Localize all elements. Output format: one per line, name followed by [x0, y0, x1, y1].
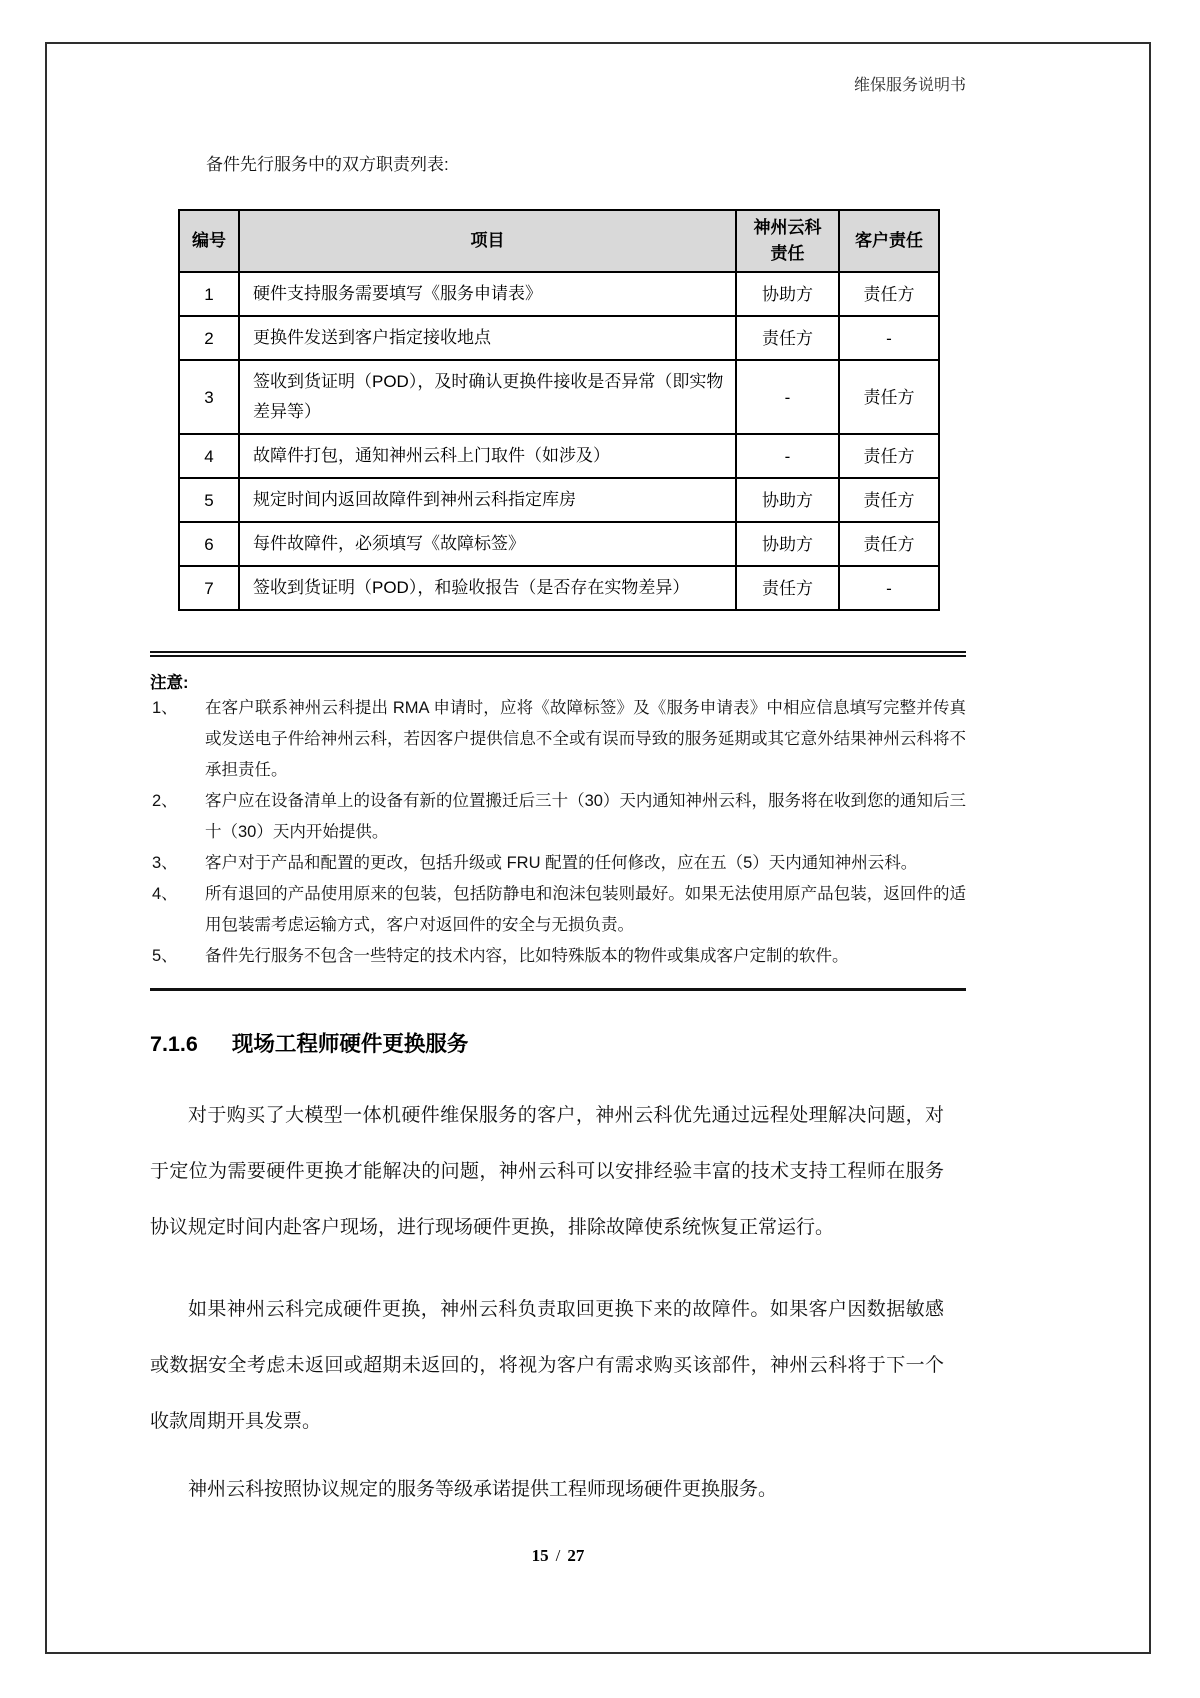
- row-no: 7: [179, 566, 239, 610]
- page-header: [150, 72, 966, 95]
- row-customer: 责任方: [839, 478, 939, 522]
- row-customer: 责任方: [839, 434, 939, 478]
- list-marker: 1、: [152, 699, 178, 717]
- list-item: [150, 786, 966, 848]
- row-vendor: 协助方: [736, 522, 839, 566]
- page-content: [150, 44, 966, 1566]
- row-item: 硬件支持服务需要填写《服务申请表》: [239, 272, 736, 316]
- notes-divider-top: [150, 651, 966, 657]
- row-no: 6: [179, 522, 239, 566]
- note-text: 客户对于产品和配置的更改，包括升级或 FRU 配置的任何修改，应在五（5）天内通知神州云科。: [205, 854, 918, 872]
- col-header-vendor: 神州云科 责任: [736, 210, 839, 272]
- note-text: 备件先行服务不包含一些特定的技术内容，比如特殊版本的物件或集成客户定制的软件。: [205, 947, 849, 965]
- row-no: 2: [179, 316, 239, 360]
- table-row: [179, 566, 939, 610]
- row-vendor: -: [736, 360, 839, 434]
- page-number-total: 27: [567, 1546, 585, 1565]
- section-title: 现场工程师硬件更换服务: [231, 1032, 469, 1056]
- page-number-separator: /: [555, 1546, 561, 1565]
- row-item: 签收到货证明（POD），和验收报告（是否存在实物差异）: [239, 566, 736, 610]
- table-row: [179, 478, 939, 522]
- page-footer: [150, 1546, 966, 1566]
- note-text: 客户应在设备清单上的设备有新的位置搬迁后三十（30）天内通知神州云科，服务将在收到您的通知后三十（30）天内开始提供。: [205, 792, 966, 841]
- list-item: [150, 941, 966, 972]
- responsibility-table: [178, 209, 940, 611]
- row-vendor: 协助方: [736, 272, 839, 316]
- list-item: [150, 848, 966, 879]
- row-item: 故障件打包，通知神州云科上门取件（如涉及）: [239, 434, 736, 478]
- row-no: 5: [179, 478, 239, 522]
- table-row: [179, 316, 939, 360]
- col-header-item: 项目: [239, 210, 736, 272]
- table-header-row: [179, 210, 939, 272]
- header-title: 维保服务说明书: [853, 77, 966, 94]
- body-paragraph: 神州云科按照协议规定的服务等级承诺提供工程师现场硬件更换服务。: [188, 1479, 778, 1500]
- section-heading: [150, 1027, 966, 1058]
- note-text: 在客户联系神州云科提出 RMA 申请时，应将《故障标签》及《服务申请表》中相应信息填写完整并传真或发送电子件给神州云科，若因客户提供信息不全或有误而导致的服务延期或其它意外结果神州云科将不承担责任。: [205, 699, 966, 779]
- note-text: 所有退回的产品使用原来的包装，包括防静电和泡沫包装则最好。如果无法使用原产品包装，返回件的适用包装需考虑运输方式，客户对返回件的安全与无损负责。: [205, 885, 966, 934]
- row-customer: -: [839, 566, 939, 610]
- list-marker: 5、: [152, 947, 178, 965]
- col-header-no: 编号: [179, 210, 239, 272]
- table-row: [179, 434, 939, 478]
- row-no: 3: [179, 360, 239, 434]
- page-number-current: 15: [531, 1546, 549, 1565]
- row-customer: 责任方: [839, 272, 939, 316]
- body-paragraph: 如果神州云科完成硬件更换，神州云科负责取回更换下来的故障件。如果客户因数据敏感或数据安全考虑未返回或超期未返回的，将视为客户有需求购买该部件，神州云科将于下一个收款周期开具发票。: [150, 1299, 944, 1432]
- intro-text: 备件先行服务中的双方职责列表:: [206, 155, 449, 174]
- list-marker: 3、: [152, 854, 178, 872]
- col-header-customer: 客户责任: [839, 210, 939, 272]
- row-vendor: 责任方: [736, 316, 839, 360]
- row-item: 每件故障件，必须填写《故障标签》: [239, 522, 736, 566]
- list-marker: 2、: [152, 792, 178, 810]
- notes-section: [150, 669, 966, 972]
- page-border: [45, 42, 1151, 1654]
- table-row: [179, 360, 939, 434]
- row-item: 签收到货证明（POD），及时确认更换件接收是否异常（即实物差异等）: [239, 360, 736, 434]
- row-customer: 责任方: [839, 360, 939, 434]
- list-item: [150, 879, 966, 941]
- row-item: 更换件发送到客户指定接收地点: [239, 316, 736, 360]
- row-no: 1: [179, 272, 239, 316]
- row-item: 规定时间内返回故障件到神州云科指定库房: [239, 478, 736, 522]
- body-paragraph: 对于购买了大模型一体机硬件维保服务的客户，神州云科优先通过远程处理解决问题，对于定位为需要硬件更换才能解决的问题，神州云科可以安排经验丰富的技术支持工程师在服务协议规定时间内赴客户现场，进行现场硬件更换，排除故障使系统恢复正常运行。: [150, 1105, 944, 1238]
- row-vendor: -: [736, 434, 839, 478]
- notes-divider-bottom: [150, 988, 966, 991]
- row-customer: -: [839, 316, 939, 360]
- row-vendor: 协助方: [736, 478, 839, 522]
- row-customer: 责任方: [839, 522, 939, 566]
- table-row: [179, 522, 939, 566]
- notes-label: 注意:: [150, 674, 189, 692]
- row-no: 4: [179, 434, 239, 478]
- list-marker: 4、: [152, 885, 178, 903]
- list-item: [150, 693, 966, 786]
- table-row: [179, 272, 939, 316]
- row-vendor: 责任方: [736, 566, 839, 610]
- section-number: 7.1.6: [150, 1032, 198, 1056]
